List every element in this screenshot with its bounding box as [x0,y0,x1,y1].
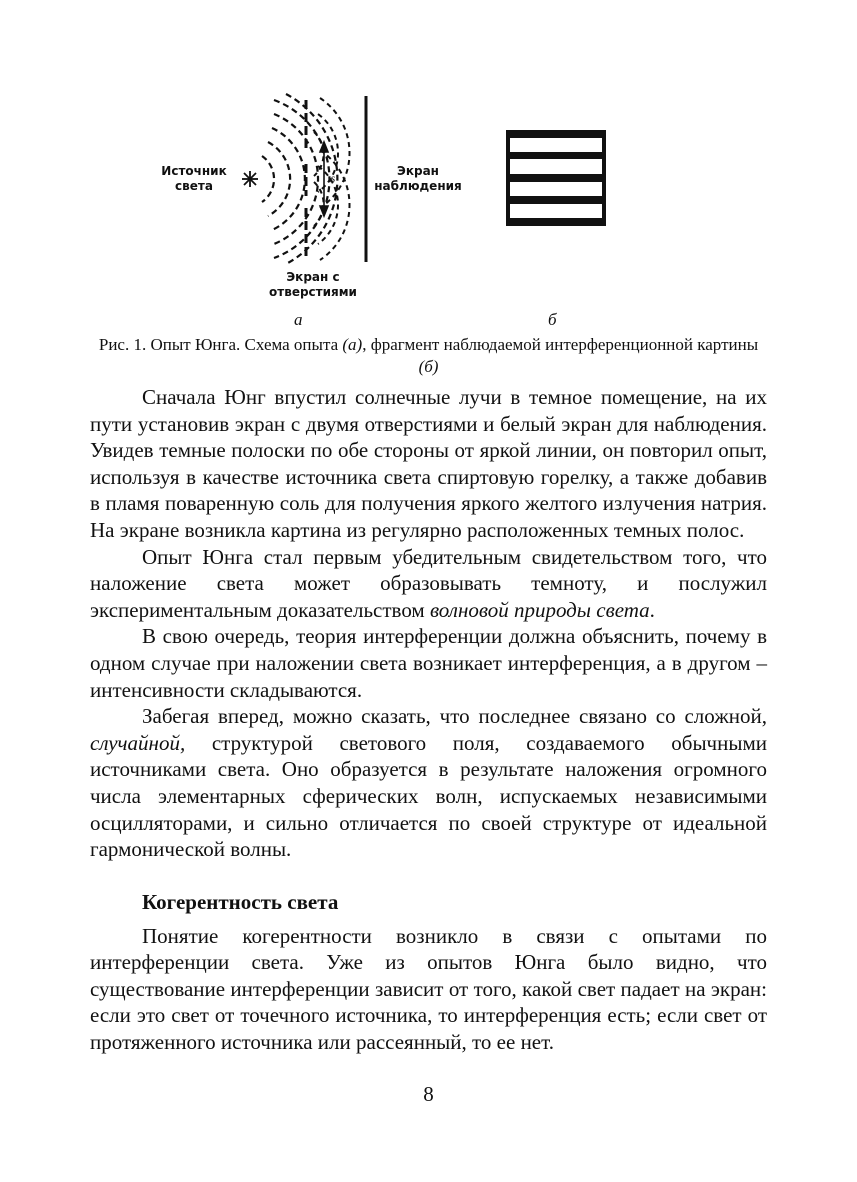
paragraph-2 [90,544,767,624]
slit-distance-arrow [320,142,328,216]
paragraph-2-italic: волновой природы света [429,597,650,622]
paragraph-2-end: . [649,597,655,622]
figure-caption [90,334,767,378]
caption-a: (а) [342,335,363,354]
label-light-source: Источник света [161,164,227,193]
figure-young-experiment [150,92,710,332]
paragraph-4-end: структурой светового поля, создаваемого обычными источниками света. Оно образуется в результате наложения огромного числа элементарных сферических волн, испускаемых независимыми осцилляторами, и сильно отличается по своей структуре от идеальной гармонической волны. [90,730,767,862]
section-heading: Когерентность света [142,889,339,914]
paragraph-4 [90,703,767,863]
paragraph-1: Сначала Юнг впустил солнечные лучи в темное помещение, на их пути установив экран с двумя отверстиями и белый экран для наблюдения. Увидев темные полоски по обе стороны от яркой линии, он повторил опыт, используя в качестве источника света спиртовую горелку, а также добавив в пламя поваренную соль для получения яркого желтого излучения натрия. На экране возникла картина из регулярно расположенных темных полос. [90,385,767,542]
interference-pattern [506,130,606,226]
young-experiment-diagram [150,92,710,332]
source-wavefronts [262,94,337,264]
label-s: s [330,171,336,185]
paragraph-3: В свою очередь, теория интерференции должна объяснить, почему в одном случае при наложении света возникает интерференция, а в другом – интенсивности складываются. [90,624,767,702]
body-text [90,384,767,1056]
paragraph-2-start: Опыт Юнга стал первым убедительным свидетельством того, что наложение света может образовывать темноту, и послужил экспериментальным доказательством [90,544,767,622]
caption-middle: , фрагмент наблюдаемой интерференционной картины [362,335,759,354]
caption-b: (б) [418,357,439,376]
page-number: 8 [423,1082,434,1106]
light-source-icon [242,171,258,187]
label-observation-screen: Экран наблюдения [374,164,462,193]
label-a: а [294,310,303,329]
paragraph-5: Понятие когерентности возникло в связи с опытами по интерференции света. Уже из опытов Юнга было видно, что существование интерференции зависит от того, какой свет падает на экран: если это свет от точечного источника, то интерференция есть; если свет от протяженного источника или рассеянный, то ее нет. [90,923,767,1055]
paragraph-4-start: Забегая вперед, можно сказать, что последнее связано со сложной, [142,704,767,729]
label-slit-screen: Экран с отверстиями [269,270,357,299]
paragraph-4-italic: случайной, [90,730,186,755]
caption-prefix: Рис. 1. Опыт Юнга. Схема опыта [98,335,343,354]
label-b: б [548,310,557,329]
